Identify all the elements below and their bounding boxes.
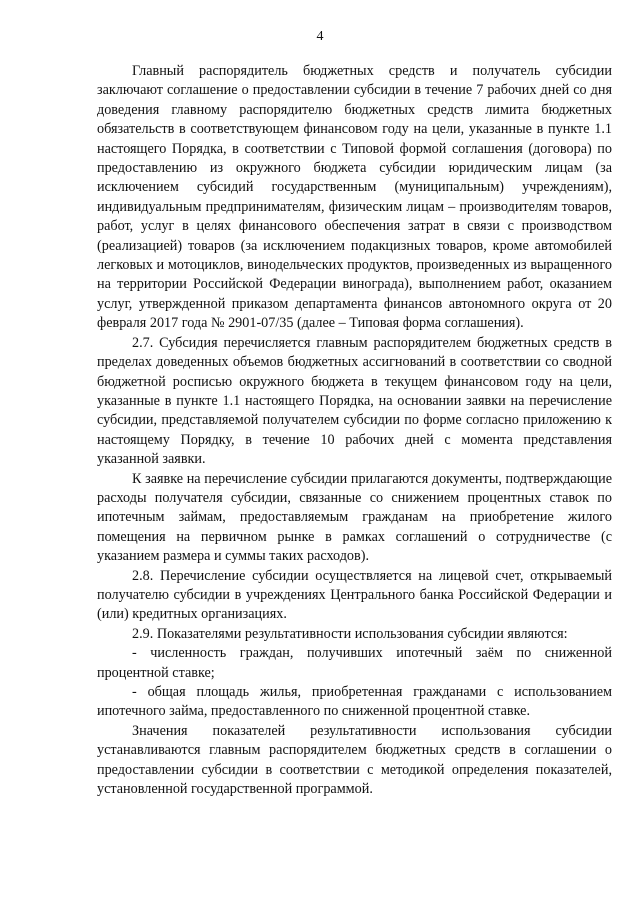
- list-item-citizens-count: - численность граждан, получивших ипотечный заём по сниженной процентной ставке;: [97, 645, 612, 681]
- paragraph-2-7: 2.7. Субсидия перечисляется главным распорядителем бюджетных средств в пределах доведенных объемов бюджетных ассигнований в соответствии со сводной бюджетной росписью окружного бюджета в текущем финансовом году на цели, указанные в пункте 1.1 настоящего Порядка, на основании заявки на перечисление субсидии, представляемой получателем субсидии по форме согласно приложению к настоящему Порядку, в течение 10 рабочих дней с момента представления указанной заявки.: [97, 334, 612, 468]
- paragraph-application-documents: К заявке на перечисление субсидии прилагаются документы, подтверждающие расходы получателя субсидии, связанные со снижением процентных ставок по ипотечным займам, предоставляемым гражданам на приобретение жилого помещения на первичном рынке в рамках соглашений о сотрудничестве (с указанием размера и суммы таких расходов).: [97, 470, 612, 565]
- document-body: [97, 62, 612, 799]
- paragraph-2-9: 2.9. Показателями результативности использования субсидии являются:: [132, 625, 568, 642]
- page-number: 4: [316, 29, 324, 44]
- paragraph-2-8: 2.8. Перечисление субсидии осуществляется на лицевой счет, открываемый получателю субсидии в учреждениях Центрального банка Российской Федерации и (или) кредитных организациях.: [97, 567, 612, 623]
- list-item-housing-area: - общая площадь жилья, приобретенная гражданами с использованием ипотечного займа, предоставленного по сниженной процентной ставке.: [97, 684, 612, 720]
- paragraph-agreement: Главный распорядитель бюджетных средств и получатель субсидии заключают соглашение о предоставлении субсидии в течение 7 рабочих дней со дня доведения главному распорядителю бюджетных средств лимита бюджетных обязательств в соответствующем финансовом году на цели, указанные в пункте 1.1 настоящего Порядка, в соответствии с Типовой формой соглашения (договора) по предоставлению из окружного бюджета субсидии юридическим лицам (за исключением субсидий государственным (муниципальным) учреждениям), индивидуальным предпринимателям, физическим лицам – производителям товаров, работ, услуг в целях финансового обеспечения затрат в связи с производством (реализацией) товаров (за исключением подакцизных товаров, кроме автомобилей легковых и мотоциклов, винодельческих продуктов, произведенных из выращенного на территории Российской Федерации винограда), выполнением работ, оказанием услуг, утвержденной приказом департамента финансов автономного округа от 20 февраля 2017 года № 2901-07/35 (далее – Типовая форма соглашения).: [97, 63, 612, 332]
- paragraph-indicator-values: Значения показателей результативности использования субсидии устанавливаются главным распорядителем бюджетных средств в соглашении о предоставлении субсидии в соответствии с методикой определения показателей, установленной государственной программой.: [97, 722, 612, 798]
